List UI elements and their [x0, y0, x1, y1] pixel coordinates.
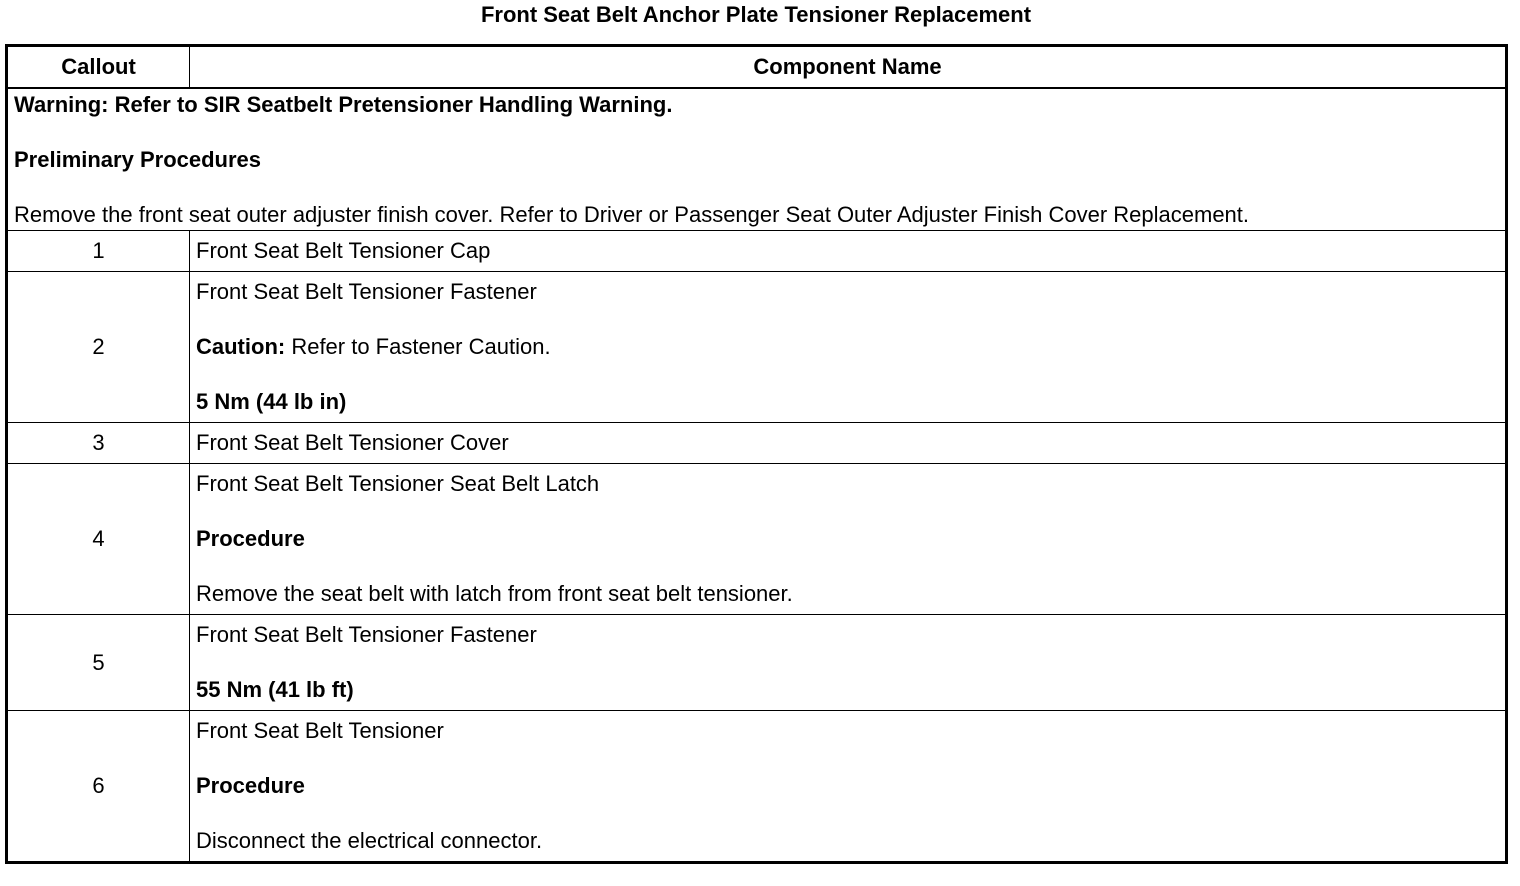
caution-text: Refer to Fastener Caution. [285, 334, 551, 359]
component-cell [190, 272, 1507, 423]
warning-text: Warning: Refer to SIR Seatbelt Pretensioner Handling Warning. [14, 91, 673, 117]
column-header-component-name: Component Name [190, 46, 1507, 89]
preliminary-procedures-text: Remove the front seat outer adjuster finish cover. Refer to Driver or Passenger Seat Outer Adjuster Finish Cover Replacement. [14, 201, 1250, 227]
callout-number: 2 [7, 272, 190, 423]
component-cell [190, 464, 1507, 615]
document-title: Front Seat Belt Anchor Plate Tensioner Replacement [480, 2, 1032, 27]
torque-spec: 55 Nm (41 lb ft) [196, 677, 354, 702]
component-cell [190, 615, 1507, 711]
procedure-heading: Procedure [196, 773, 305, 798]
table-row [7, 423, 1507, 464]
procedure-text: Remove the seat belt with latch from front seat belt tensioner. [196, 581, 793, 606]
table-row [7, 231, 1507, 272]
table-row [7, 615, 1507, 711]
component-name: Front Seat Belt Tensioner Cap [190, 231, 1507, 272]
torque-spec: 5 Nm (44 lb in) [196, 389, 347, 414]
component-name: Front Seat Belt Tensioner Seat Belt Latch [196, 471, 600, 496]
table-header-row [7, 46, 1507, 89]
caution-line [196, 332, 1499, 387]
preliminary-procedures-heading: Preliminary Procedures [14, 146, 262, 172]
component-cell [190, 711, 1507, 863]
component-name: Front Seat Belt Tensioner [196, 718, 444, 743]
caution-label: Caution: [196, 334, 286, 359]
column-header-callout: Callout [7, 46, 190, 89]
callout-number: 1 [7, 231, 190, 272]
intro-row [7, 88, 1507, 231]
procedure-heading: Procedure [196, 526, 305, 551]
callout-number: 3 [7, 423, 190, 464]
table-row [7, 272, 1507, 423]
intro-cell [7, 88, 1507, 231]
callout-number: 6 [7, 711, 190, 863]
table-row [7, 464, 1507, 615]
callout-number: 5 [7, 615, 190, 711]
callout-number: 4 [7, 464, 190, 615]
table-row [7, 711, 1507, 863]
procedure-text: Disconnect the electrical connector. [196, 828, 543, 853]
component-name: Front Seat Belt Tensioner Fastener [196, 279, 537, 304]
callout-table [5, 44, 1508, 864]
component-name: Front Seat Belt Tensioner Fastener [196, 622, 537, 647]
component-name: Front Seat Belt Tensioner Cover [190, 423, 1507, 464]
